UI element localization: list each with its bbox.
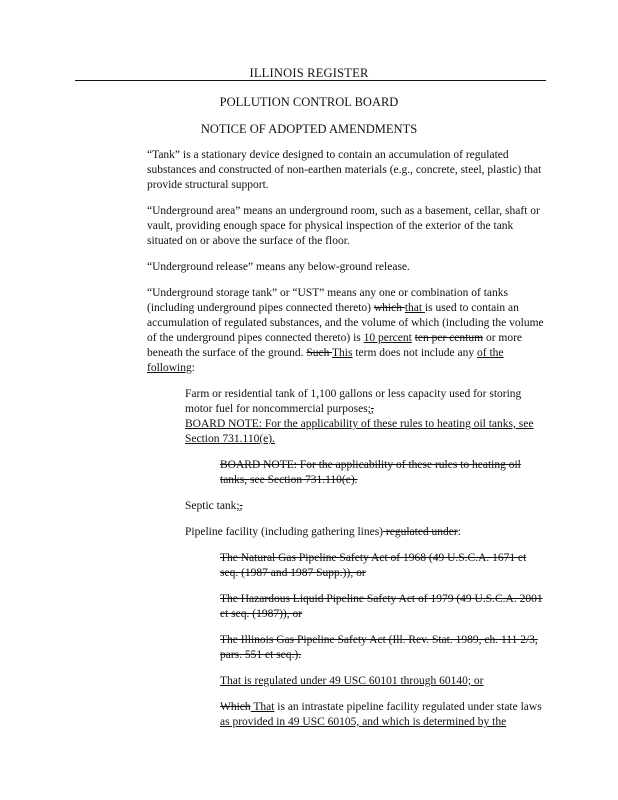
farm-deleted-comma: ,	[370, 403, 374, 415]
farm-added-board-note: BOARD NOTE: For the applicability of these rules to heating oil tanks, see Section 731.110(e).	[185, 418, 534, 445]
deleted-board-note: BOARD NOTE: For the applicability of these rules to heating oil tanks, see Section 731.110(e).	[220, 459, 521, 486]
def-underground-area: “Underground area” means an underground room, such as a basement, cellar, shaft or vault, providing enough space for physical inspection of the exterior of the tank situated on or above the surface of the floor.	[147, 205, 540, 247]
item-pipeline	[185, 525, 547, 540]
def-tank: “Tank” is a stationary device designed to contain an accumulation of regulated substances and constructed of non-earthen materials (e.g., concrete, steel, plastic) that provide structural support.	[147, 149, 542, 191]
ust-text: “Underground storage tank” or “UST” means any one or combination of tanks (including underground pipes connected thereto)	[147, 287, 508, 314]
notice-title: NOTICE OF ADOPTED AMENDMENTS	[200, 122, 418, 136]
ust-text: is used to contain an accumulation of regulated substances, and the volume of which (including the volume of the underground pipes connected thereto) is	[147, 302, 544, 344]
item-intrastate	[220, 700, 547, 730]
farm-added-semicolon: ;	[367, 403, 371, 415]
ust-colon: :	[191, 362, 195, 374]
ust-added-percent: 10 percent	[363, 332, 412, 344]
ust-added-that: that	[404, 302, 425, 314]
farm-text: Farm or residential tank of 1,100 gallons or less capacity used for storing motor fuel for noncommercial purposes	[185, 388, 522, 415]
header-rule	[75, 80, 546, 81]
ust-added-this: This	[332, 347, 353, 359]
register-title: ILLINOIS REGISTER	[249, 66, 369, 80]
pipeline-text: Pipeline facility (including gathering lines)	[185, 526, 384, 538]
board-title: POLLUTION CONTROL BOARD	[219, 95, 399, 109]
deleted-ngpsa: The Natural Gas Pipeline Safety Act of 1968 (49 U.S.C.A. 1671 et seq. (1987 and 1987 Supp.)), or	[220, 552, 527, 579]
def-underground-release: “Underground release” means any below-ground release.	[147, 261, 410, 273]
septic-deleted-comma: ,	[239, 500, 243, 512]
document-body	[147, 148, 547, 741]
ust-text: or more beneath the surface of the ground.	[147, 332, 523, 359]
deleted-hlpsa: The Hazardous Liquid Pipeline Safety Act of 1979 (49 U.S.C.A. 2001 et seq. (1987)), or	[220, 593, 543, 620]
def-ust	[147, 286, 547, 376]
intra-added-usc: as provided in 49 USC 60105, and which is determined by the	[220, 716, 507, 728]
ust-deleted-such: Such	[306, 347, 333, 359]
pipeline-colon: :	[457, 526, 461, 538]
septic-text: Septic tank	[185, 500, 237, 512]
intra-added-that: That	[250, 701, 275, 713]
item-farm-tank	[185, 387, 547, 447]
intra-deleted-which: Which	[220, 701, 251, 713]
septic-added-semicolon: ;	[236, 500, 240, 512]
ust-text: term does not include any	[352, 347, 478, 359]
added-usc: That is regulated under 49 USC 60101 through 60140; or	[220, 675, 484, 687]
ust-deleted-which: which	[373, 302, 405, 314]
ust-deleted-per-centum: ten per centum	[414, 332, 484, 344]
item-septic-tank	[185, 499, 547, 514]
intra-text: is an intrastate pipeline facility regulated under state laws	[274, 701, 542, 713]
ust-added-of-following: of the following	[147, 347, 504, 374]
pipeline-deleted-regulated: regulated under	[383, 526, 458, 538]
deleted-igpsa: The Illinois Gas Pipeline Safety Act (Ill. Rev. Stat. 1989, ch. 111 2/3, pars. 551 et seq.).	[220, 634, 538, 661]
